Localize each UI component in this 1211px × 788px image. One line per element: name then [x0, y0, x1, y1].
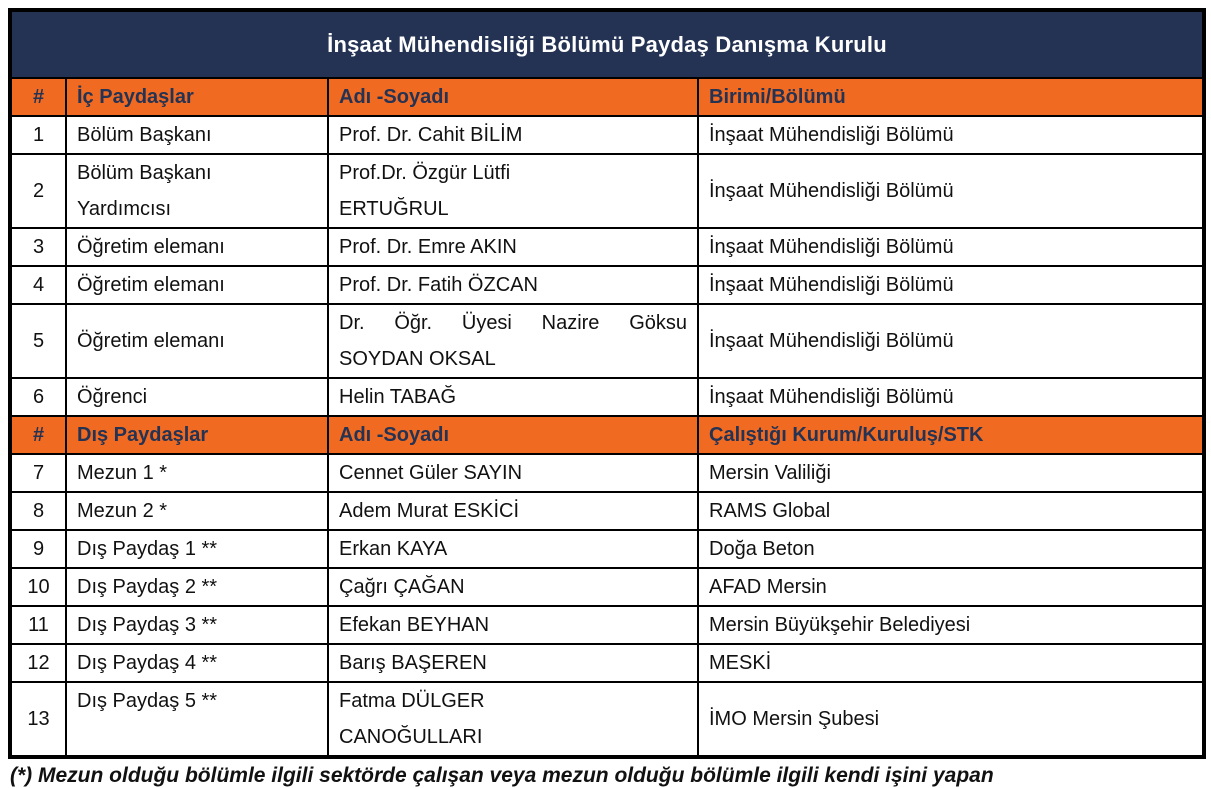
stakeholder-table [8, 8, 1206, 759]
table-row [10, 530, 1204, 568]
cell-org: Mersin Valiliği [698, 454, 1204, 492]
cell-name: Prof.Dr. Özgür Lütfi ERTUĞRUL [328, 154, 698, 228]
cell-role: Öğretim elemanı [66, 228, 328, 266]
cell-num: 5 [10, 304, 66, 378]
cell-name: Çağrı ÇAĞAN [328, 568, 698, 606]
cell-org: Doğa Beton [698, 530, 1204, 568]
cell-num: 9 [10, 530, 66, 568]
table-row [10, 266, 1204, 304]
cell-role: Bölüm Başkanı [66, 116, 328, 154]
cell-org: RAMS Global [698, 492, 1204, 530]
cell-num: 11 [10, 606, 66, 644]
column-header-name: Adı -Soyadı [328, 78, 698, 116]
cell-org: İnşaat Mühendisliği Bölümü [698, 154, 1204, 228]
cell-name: Prof. Dr. Fatih ÖZCAN [328, 266, 698, 304]
table-row [10, 568, 1204, 606]
stakeholder-table-body [10, 10, 1204, 757]
cell-num: 10 [10, 568, 66, 606]
cell-role: Bölüm Başkanı Yardımcısı [66, 154, 328, 228]
column-header-role: Dış Paydaşlar [66, 416, 328, 454]
column-header-num: # [10, 78, 66, 116]
cell-name: Dr. Öğr. Üyesi Nazire Göksu SOYDAN OKSAL [328, 304, 698, 378]
cell-role: Öğretim elemanı [66, 266, 328, 304]
cell-name: Efekan BEYHAN [328, 606, 698, 644]
cell-name: Helin TABAĞ [328, 378, 698, 416]
column-header-role: İç Paydaşlar [66, 78, 328, 116]
column-header-org: Çalıştığı Kurum/Kuruluş/STK [698, 416, 1204, 454]
table-row [10, 492, 1204, 530]
column-header-num: # [10, 416, 66, 454]
cell-name: Erkan KAYA [328, 530, 698, 568]
cell-role: Dış Paydaş 2 ** [66, 568, 328, 606]
title-row [10, 10, 1204, 78]
table-title: İnşaat Mühendisliği Bölümü Paydaş Danışma Kurulu [10, 10, 1204, 78]
column-header-org: Birimi/Bölümü [698, 78, 1204, 116]
cell-name: Prof. Dr. Emre AKIN [328, 228, 698, 266]
cell-org: İnşaat Mühendisliği Bölümü [698, 116, 1204, 154]
cell-num: 2 [10, 154, 66, 228]
cell-role: Mezun 1 * [66, 454, 328, 492]
cell-role: Mezun 2 * [66, 492, 328, 530]
cell-role: Öğrenci [66, 378, 328, 416]
cell-num: 4 [10, 266, 66, 304]
cell-org: İnşaat Mühendisliği Bölümü [698, 266, 1204, 304]
cell-name: Cennet Güler SAYIN [328, 454, 698, 492]
table-row [10, 454, 1204, 492]
cell-name: Adem Murat ESKİCİ [328, 492, 698, 530]
cell-name: Prof. Dr. Cahit BİLİM [328, 116, 698, 154]
cell-org: İMO Mersin Şubesi [698, 682, 1204, 757]
table-row [10, 228, 1204, 266]
section-header-row [10, 78, 1204, 116]
section-header-row [10, 416, 1204, 454]
table-row [10, 682, 1204, 757]
table-row [10, 378, 1204, 416]
cell-role: Dış Paydaş 1 ** [66, 530, 328, 568]
cell-org: İnşaat Mühendisliği Bölümü [698, 228, 1204, 266]
cell-name: Barış BAŞEREN [328, 644, 698, 682]
cell-name: Fatma DÜLGER CANOĞULLARI [328, 682, 698, 757]
cell-role: Dış Paydaş 3 ** [66, 606, 328, 644]
cell-role: Öğretim elemanı [66, 304, 328, 378]
table-row [10, 116, 1204, 154]
table-row [10, 606, 1204, 644]
table-row [10, 304, 1204, 378]
table-row [10, 154, 1204, 228]
cell-org: İnşaat Mühendisliği Bölümü [698, 378, 1204, 416]
table-row [10, 644, 1204, 682]
cell-role: Dış Paydaş 5 ** [66, 682, 328, 757]
cell-org: İnşaat Mühendisliği Bölümü [698, 304, 1204, 378]
cell-num: 12 [10, 644, 66, 682]
cell-org: AFAD Mersin [698, 568, 1204, 606]
footnote: (*) Mezun olduğu bölümle ilgili sektörde çalışan veya mezun olduğu bölümle ilgili kendi işini yapan [10, 764, 994, 787]
cell-org: Mersin Büyükşehir Belediyesi [698, 606, 1204, 644]
cell-num: 6 [10, 378, 66, 416]
column-header-name: Adı -Soyadı [328, 416, 698, 454]
cell-org: MESKİ [698, 644, 1204, 682]
cell-num: 13 [10, 682, 66, 757]
cell-num: 1 [10, 116, 66, 154]
cell-num: 8 [10, 492, 66, 530]
cell-num: 7 [10, 454, 66, 492]
cell-num: 3 [10, 228, 66, 266]
cell-role: Dış Paydaş 4 ** [66, 644, 328, 682]
